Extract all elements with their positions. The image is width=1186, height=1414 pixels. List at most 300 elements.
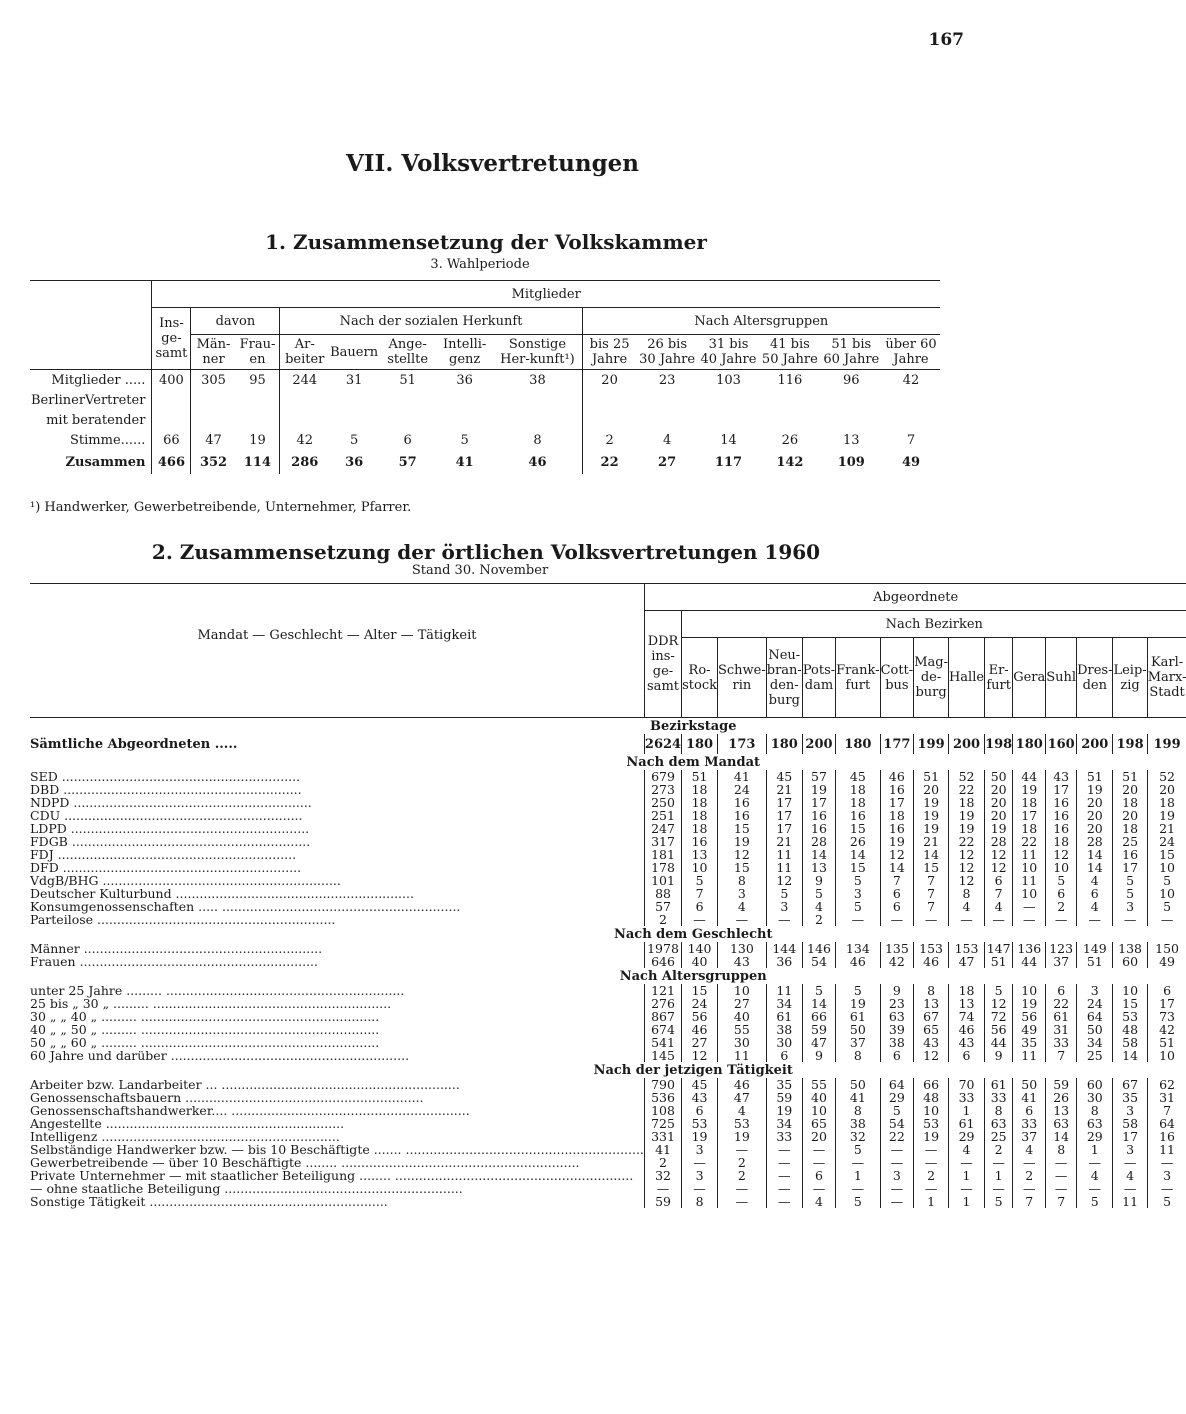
cell-value: 20	[582, 370, 636, 391]
cell-value: —	[985, 1182, 1013, 1195]
row-label: Stimme......	[70, 432, 146, 448]
cell-value: 17	[1013, 809, 1046, 822]
cell-value: 37	[836, 1036, 880, 1049]
cell-value: 38	[836, 1117, 880, 1130]
table-row	[30, 913, 1186, 926]
cell-value: 21	[766, 835, 802, 848]
cell-value: 16	[836, 809, 880, 822]
footnote: ¹) Handwerker, Gewerbetreibende, Unternehmer, Pfarrer.	[30, 500, 412, 515]
t2-col-header: Dres-den	[1077, 638, 1113, 718]
row-label: FDGB .....	[30, 835, 644, 848]
cell-value: 56	[985, 1023, 1013, 1036]
group-title: Bezirkstage	[649, 718, 737, 734]
cell-value: 46	[528, 454, 547, 470]
cell-value: 10	[1113, 984, 1147, 997]
cell-value: 19	[914, 796, 949, 809]
cell-value: 18	[1113, 822, 1147, 835]
cell-value: 1	[1077, 1143, 1113, 1156]
cell-value: 27	[658, 454, 677, 470]
cell-value: 36	[766, 955, 802, 968]
cell-value: 45	[836, 770, 880, 783]
cell-value: —	[766, 1169, 802, 1182]
cell-value: 7	[914, 874, 949, 887]
cell-value: 4	[1077, 900, 1113, 913]
table-row	[30, 734, 1186, 754]
cell-value: 181	[644, 848, 681, 861]
cell-value: 6	[1046, 887, 1077, 900]
cell-value: 276	[644, 997, 681, 1010]
cell-value: 27	[717, 997, 766, 1010]
cell-value: 61	[766, 1010, 802, 1023]
cell-value: 21	[766, 783, 802, 796]
cell-value: 14	[802, 848, 835, 861]
row-label: DFD .....	[30, 861, 644, 874]
group-title: Nach der jetzigen Tätigkeit	[593, 1062, 793, 1078]
cell-value: 40	[717, 1010, 766, 1023]
cell-value: 49	[1147, 955, 1186, 968]
cell-value: 14	[914, 848, 949, 861]
cell-value	[329, 410, 379, 430]
cell-value: 5	[1147, 900, 1186, 913]
cell-value: 46	[836, 955, 880, 968]
table-row	[30, 370, 940, 391]
section1-subtitle: 3. Wahlperiode	[430, 257, 530, 272]
t2-col-header: Mag-de-burg	[914, 638, 949, 718]
cell-value: 12	[717, 848, 766, 861]
cell-value: 13	[802, 861, 835, 874]
cell-value: 59	[766, 1091, 802, 1104]
cell-value: 41	[1013, 1091, 1046, 1104]
cell-value: 150	[1147, 942, 1186, 955]
cell-value: 12	[914, 1049, 949, 1062]
cell-value: 33	[766, 1130, 802, 1143]
row-label: Arbeiter bzw. Landarbeiter ... .....	[30, 1078, 644, 1091]
cell-value: 11	[766, 848, 802, 861]
t1-col-header: Sonstige Her-kunft¹)	[500, 337, 575, 367]
volkskammer-table	[30, 280, 940, 474]
cell-value: 42	[880, 955, 914, 968]
cell-value: 16	[1113, 848, 1147, 861]
cell-value: 142	[776, 454, 804, 470]
cell-value: 19	[1147, 809, 1186, 822]
cell-value: —	[985, 1156, 1013, 1169]
cell-value: 16	[802, 822, 835, 835]
cell-value: 18	[948, 796, 984, 809]
cell-value: 352	[191, 450, 236, 474]
cell-value: 4	[1013, 1143, 1046, 1156]
t2-col-header: Cott-bus	[880, 638, 914, 718]
cell-value: 18	[836, 783, 880, 796]
cell-value: 34	[1077, 1036, 1113, 1049]
cell-value	[698, 390, 759, 410]
cell-value: 5	[836, 984, 880, 997]
cell-value: 1	[985, 1169, 1013, 1182]
cell-value: 317	[644, 835, 681, 848]
row-label: 60 Jahre und darüber .....	[30, 1049, 644, 1062]
cell-value: —	[1046, 1169, 1077, 1182]
cell-value: 15	[914, 861, 949, 874]
cell-value: 180	[1013, 734, 1046, 754]
cell-value: 44	[985, 1036, 1013, 1049]
header-abgeordnete: Abgeordnete	[644, 584, 1186, 611]
cell-value: 51	[682, 770, 718, 783]
cell-value: 26	[781, 432, 799, 448]
cell-value: 62	[1147, 1078, 1186, 1091]
cell-value: 108	[644, 1104, 681, 1117]
t1-col-header: bis 25 Jahre	[582, 335, 636, 370]
cell-value: —	[948, 1182, 984, 1195]
cell-value: 51	[1113, 770, 1147, 783]
cell-value: 58	[1113, 1117, 1147, 1130]
cell-value: 286	[280, 450, 329, 474]
cell-value: 273	[644, 783, 681, 796]
oertliche-volksvertretungen-table	[30, 583, 1186, 1208]
cell-value: 8	[1046, 1143, 1077, 1156]
cell-value: 6	[682, 900, 718, 913]
cell-value: 331	[644, 1130, 681, 1143]
cell-value: —	[766, 1156, 802, 1169]
cell-value: 3	[766, 900, 802, 913]
cell-value: 41	[836, 1091, 880, 1104]
cell-value: 53	[682, 1117, 718, 1130]
cell-value: 10	[1147, 887, 1186, 900]
cell-value: 39	[880, 1023, 914, 1036]
cell-value: 5	[880, 1104, 914, 1117]
cell-value: 7	[1046, 1049, 1077, 1062]
cell-value: 25	[985, 1130, 1013, 1143]
cell-value: 19	[766, 1104, 802, 1117]
cell-value	[236, 390, 280, 410]
cell-value: 674	[644, 1023, 681, 1036]
cell-value: 6	[1077, 887, 1113, 900]
cell-value: 15	[717, 861, 766, 874]
cell-value: 8	[836, 1104, 880, 1117]
cell-value: 61	[1046, 1010, 1077, 1023]
cell-value: 3	[880, 1169, 914, 1182]
cell-value: 42	[1147, 1023, 1186, 1036]
cell-value	[821, 390, 882, 410]
cell-value: 38	[766, 1023, 802, 1036]
cell-value: 60	[1077, 1078, 1113, 1091]
cell-value: 37	[1013, 1130, 1046, 1143]
cell-value: 55	[802, 1078, 835, 1091]
cell-value: 95	[249, 372, 266, 388]
cell-value: 35	[1013, 1036, 1046, 1049]
cell-value: 33	[1046, 1036, 1077, 1049]
cell-value: 1	[914, 1195, 949, 1208]
cell-value: 7	[1046, 1195, 1077, 1208]
cell-value: 18	[682, 796, 718, 809]
cell-value: 63	[1046, 1117, 1077, 1130]
cell-value: 9	[802, 1049, 835, 1062]
cell-value: 6	[880, 1049, 914, 1062]
cell-value: 251	[644, 809, 681, 822]
cell-value: —	[766, 1195, 802, 1208]
cell-value: 41	[455, 454, 474, 470]
cell-value: 17	[802, 796, 835, 809]
cell-value: 400	[152, 370, 191, 391]
cell-value: 6	[766, 1049, 802, 1062]
row-label: FDJ .....	[30, 848, 644, 861]
cell-value: —	[644, 1182, 681, 1195]
cell-value: 7	[914, 900, 949, 913]
cell-value: —	[802, 1156, 835, 1169]
cell-value: —	[948, 1156, 984, 1169]
cell-value: 20	[985, 783, 1013, 796]
cell-value: 41	[717, 770, 766, 783]
cell-value: 28	[802, 835, 835, 848]
row-label: Sonstige Tätigkeit .....	[30, 1195, 644, 1208]
cell-value: 4	[717, 1104, 766, 1117]
row-label: Selbständige Handwerker bzw. — bis 10 Beschäftigte ....... .....	[30, 1143, 644, 1156]
cell-value: 47	[191, 430, 236, 450]
cell-value: 38	[880, 1036, 914, 1049]
cell-value: 53	[717, 1117, 766, 1130]
row-label: Parteilose .....	[30, 913, 644, 926]
cell-value: 536	[644, 1091, 681, 1104]
cell-value: 177	[880, 734, 914, 754]
cell-value: 200	[802, 734, 835, 754]
section1-title: 1. Zusammensetzung der Volkskammer	[265, 230, 707, 254]
cell-value: 6	[1046, 984, 1077, 997]
cell-value: 7	[914, 887, 949, 900]
cell-value: 19	[1013, 997, 1046, 1010]
cell-value: 19	[914, 822, 949, 835]
cell-value	[582, 410, 636, 430]
cell-value: 67	[1113, 1078, 1147, 1091]
cell-value: 10	[1147, 1049, 1186, 1062]
cell-value: 13	[914, 997, 949, 1010]
cell-value: 43	[1046, 770, 1077, 783]
cell-value: —	[914, 1182, 949, 1195]
cell-value: 43	[948, 1036, 984, 1049]
cell-value: —	[682, 1182, 718, 1195]
cell-value: 11	[1013, 874, 1046, 887]
cell-value: 178	[644, 861, 681, 874]
cell-value: 1	[836, 1169, 880, 1182]
cell-value: 13	[682, 848, 718, 861]
cell-value: 50	[1077, 1023, 1113, 1036]
cell-value: 22	[880, 1130, 914, 1143]
cell-value: 28	[985, 835, 1013, 848]
header-sozial: Nach der sozialen Herkunft	[280, 308, 582, 335]
cell-value: 46	[948, 1023, 984, 1036]
cell-value: 24	[1147, 835, 1186, 848]
cell-value: —	[948, 913, 984, 926]
cell-value: —	[1077, 1156, 1113, 1169]
cell-value: 16	[682, 835, 718, 848]
cell-value: 12	[948, 861, 984, 874]
cell-value: 10	[914, 1104, 949, 1117]
cell-value: 51	[1077, 955, 1113, 968]
t1-col-header: Bauern	[330, 344, 379, 360]
cell-value: 18	[836, 796, 880, 809]
header-davon: davon	[191, 308, 280, 335]
t2-col-header: Schwe-rin	[717, 638, 766, 718]
cell-value: —	[1013, 1182, 1046, 1195]
cell-value: 5	[1113, 874, 1147, 887]
cell-value: 19	[802, 783, 835, 796]
cell-value: 12	[880, 848, 914, 861]
row-label: 30 „ „ 40 „ ......... .....	[30, 1010, 644, 1023]
cell-value: 2	[582, 430, 636, 450]
cell-value: 63	[985, 1117, 1013, 1130]
cell-value: 1	[948, 1169, 984, 1182]
cell-value: 109	[837, 454, 865, 470]
cell-value: 59	[1046, 1078, 1077, 1091]
cell-value: 153	[914, 942, 949, 955]
cell-value: 21	[1147, 822, 1186, 835]
cell-value: 5	[460, 432, 469, 448]
cell-value: 61	[985, 1078, 1013, 1091]
cell-value: 38	[529, 372, 546, 388]
row-label: 40 „ „ 50 „ ......... .....	[30, 1023, 644, 1036]
cell-value: 52	[948, 770, 984, 783]
row-label: Männer .....	[30, 942, 644, 955]
group-header	[30, 1062, 1186, 1078]
cell-value: 20	[802, 1130, 835, 1143]
cell-value: 33	[1013, 1117, 1046, 1130]
row-label: 25 bis „ 30 „ ......... .....	[30, 997, 644, 1010]
group-title: Nach dem Mandat	[626, 754, 761, 770]
cell-value: 2	[1013, 1169, 1046, 1182]
cell-value: 27	[682, 1036, 718, 1049]
cell-value: 66	[914, 1078, 949, 1091]
cell-value: 198	[1113, 734, 1147, 754]
cell-value: 12	[948, 848, 984, 861]
cell-value: 6	[880, 887, 914, 900]
cell-value: —	[1013, 913, 1046, 926]
cell-value: 24	[1077, 997, 1113, 1010]
cell-value: 13	[1046, 1104, 1077, 1117]
cell-value: 3	[1113, 1143, 1147, 1156]
t1-col-header: 51 bis 60 Jahre	[823, 337, 880, 367]
cell-value: —	[1147, 913, 1186, 926]
cell-value: 54	[802, 955, 835, 968]
t1-col-header: 41 bis 50 Jahre	[761, 337, 818, 367]
cell-value: —	[1147, 1156, 1186, 1169]
cell-value: 22	[948, 783, 984, 796]
cell-value: 10	[1013, 984, 1046, 997]
cell-value: 8	[985, 1104, 1013, 1117]
cell-value: 8	[914, 984, 949, 997]
t2-col-header: Neu-bran-den-burg	[766, 638, 802, 718]
cell-value: 20	[1077, 796, 1113, 809]
cell-value: 33	[948, 1091, 984, 1104]
row-label: Zusammen	[65, 454, 146, 470]
cell-value: 103	[716, 372, 741, 388]
row-label: Konsumgenossenschaften ..... .....	[30, 900, 644, 913]
cell-value: 58	[1113, 1036, 1147, 1049]
t1-col-header: Män-ner	[191, 335, 236, 370]
cell-value: 147	[985, 942, 1013, 955]
cell-value: 20	[985, 809, 1013, 822]
cell-value: 64	[880, 1078, 914, 1091]
cell-value: 19	[249, 432, 266, 448]
cell-value: 2	[644, 1156, 681, 1169]
cell-value: 44	[1013, 955, 1046, 968]
cell-value: 47	[802, 1036, 835, 1049]
cell-value	[636, 410, 697, 430]
section2-subtitle: Stand 30. November	[411, 563, 549, 578]
cell-value: 50	[836, 1078, 880, 1091]
table-row	[30, 955, 1186, 968]
cell-value: 10	[682, 861, 718, 874]
cell-value: —	[1046, 913, 1077, 926]
table-row	[30, 1195, 1186, 1208]
cell-value: 59	[644, 1195, 681, 1208]
cell-value: 14	[802, 997, 835, 1010]
cell-value: 7	[985, 887, 1013, 900]
cell-value: 679	[644, 770, 681, 783]
cell-value: 14	[1077, 861, 1113, 874]
cell-value	[236, 410, 280, 430]
cell-value: 144	[766, 942, 802, 955]
cell-value: 7	[682, 887, 718, 900]
cell-value: 15	[1147, 848, 1186, 861]
cell-value: 135	[880, 942, 914, 955]
cell-value: 9	[880, 984, 914, 997]
cell-value: 15	[717, 822, 766, 835]
cell-value: —	[802, 1143, 835, 1156]
cell-value: 16	[802, 809, 835, 822]
row-label: VdgB/BHG .....	[30, 874, 644, 887]
cell-value: 45	[682, 1078, 718, 1091]
cell-value: 18	[682, 809, 718, 822]
cell-value: 18	[1147, 796, 1186, 809]
cell-value: 40	[802, 1091, 835, 1104]
cell-value: 24	[717, 783, 766, 796]
row-label: Genossenschaftshandwerker.... .....	[30, 1104, 644, 1117]
cell-value: —	[880, 1143, 914, 1156]
cell-value: —	[836, 1182, 880, 1195]
row-label: unter 25 Jahre ......... .....	[30, 984, 644, 997]
cell-value: 34	[766, 997, 802, 1010]
cell-value: 2	[1046, 900, 1077, 913]
cell-value: 73	[1147, 1010, 1186, 1023]
cell-value	[636, 390, 697, 410]
cell-value: 10	[1013, 861, 1046, 874]
cell-value: 3	[1113, 900, 1147, 913]
row-label: Frauen .....	[30, 955, 644, 968]
cell-value: 36	[456, 372, 473, 388]
cell-value: 32	[644, 1169, 681, 1182]
cell-value	[582, 390, 636, 410]
cell-value: 7	[1147, 1104, 1186, 1117]
cell-value	[191, 410, 236, 430]
cell-value: 3	[717, 887, 766, 900]
cell-value: —	[802, 1182, 835, 1195]
cell-value: 198	[985, 734, 1013, 754]
cell-value: 19	[717, 1130, 766, 1143]
cell-value: 16	[717, 809, 766, 822]
cell-value: 34	[766, 1117, 802, 1130]
cell-value: 16	[717, 796, 766, 809]
cell-value: —	[1046, 1182, 1077, 1195]
cell-value: 42	[280, 430, 329, 450]
cell-value: 11	[766, 984, 802, 997]
table-row	[30, 410, 940, 430]
cell-value: —	[1113, 1182, 1147, 1195]
cell-value: 13	[843, 432, 860, 448]
cell-value: —	[717, 1182, 766, 1195]
row-label: Sämtliche Abgeordneten .....	[30, 736, 238, 752]
cell-value: 117	[714, 454, 743, 470]
cell-value: 50	[836, 1023, 880, 1036]
cell-value: 63	[880, 1010, 914, 1023]
cell-value: 180	[766, 734, 802, 754]
cell-value	[379, 390, 436, 410]
